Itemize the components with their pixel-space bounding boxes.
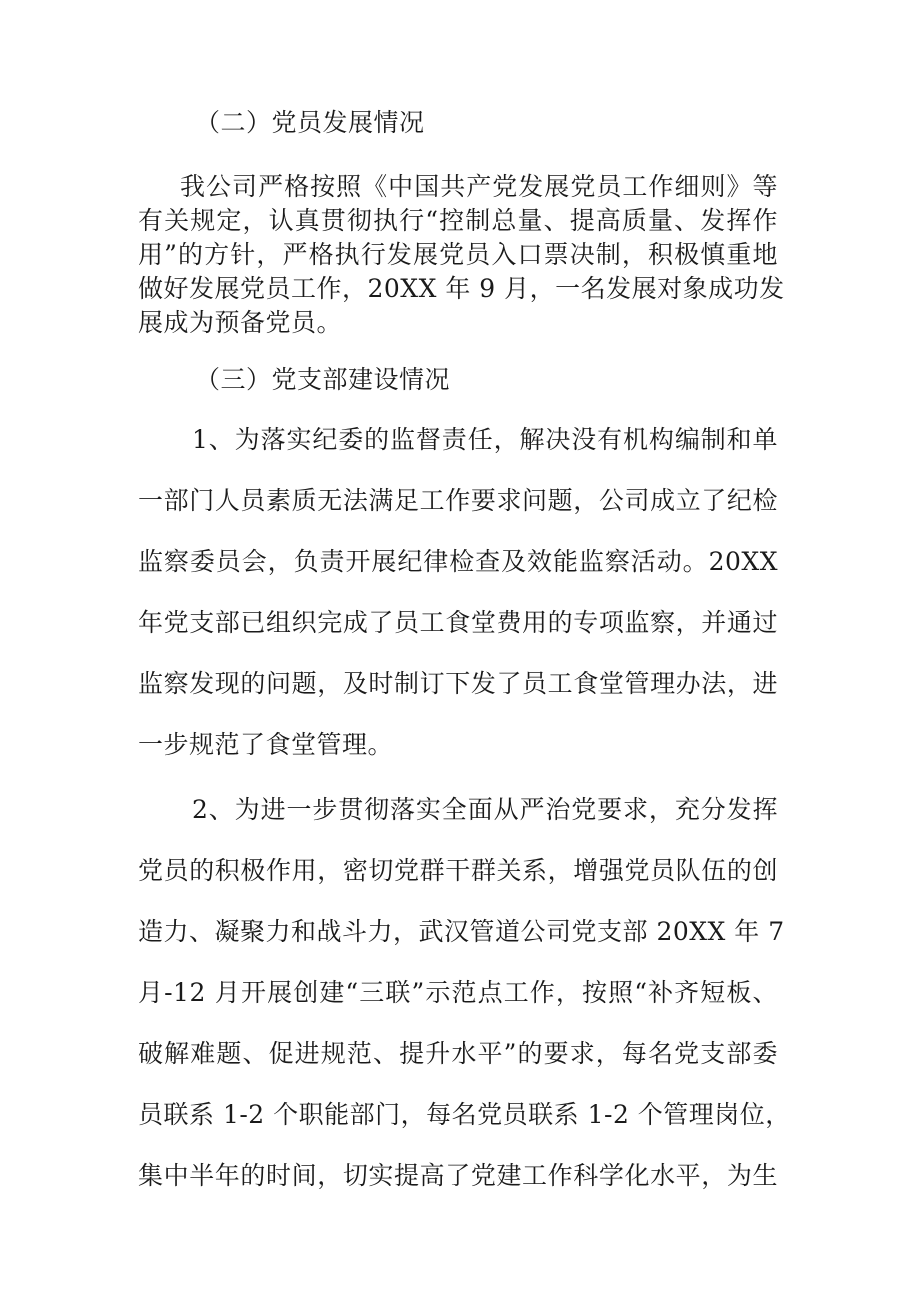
paragraph-line: 展成为预备党员。 bbox=[138, 308, 343, 337]
paragraph-line: 做好发展党员工作，20XX 年 9 月，一名发展对象成功发 bbox=[138, 274, 785, 303]
item-two-line: 破解难题、促进规范、提升水平”的要求，每名党支部委 bbox=[138, 1039, 778, 1068]
item-two-line: 集中半年的时间，切实提高了党建工作科学化水平，为生 bbox=[138, 1161, 778, 1190]
section-heading-party-development: （二）党员发展情况 bbox=[195, 108, 425, 137]
item-one-line: 1、为落实纪委的监督责任，解决没有机构编制和单 bbox=[192, 425, 778, 454]
item-one-line: 监察发现的问题，及时制订下发了员工食堂管理办法，进 bbox=[138, 669, 778, 698]
item-two-line: 党员的积极作用，密切党群干群关系，增强党员队伍的创 bbox=[138, 856, 778, 885]
item-one-line: 一步规范了食堂管理。 bbox=[138, 730, 394, 759]
item-two-line: 月-12 月开展创建“三联”示范点工作，按照“补齐短板、 bbox=[138, 978, 778, 1007]
paragraph-line: 有关规定，认真贯彻执行“控制总量、提高质量、发挥作 bbox=[138, 206, 778, 235]
paragraph-line: 我公司严格按照《中国共产党发展党员工作细则》等 bbox=[180, 172, 778, 201]
item-two-line: 造力、凝聚力和战斗力，武汉管道公司党支部 20XX 年 7 bbox=[138, 917, 785, 946]
item-two-line: 2、为进一步贯彻落实全面从严治党要求，充分发挥 bbox=[192, 795, 778, 824]
item-one-line: 年党支部已组织完成了员工食堂费用的专项监察，并通过 bbox=[138, 608, 778, 637]
paragraph-line: 用”的方针，严格执行发展党员入口票决制，积极慎重地 bbox=[138, 240, 778, 269]
item-one-line: 一部门人员素质无法满足工作要求问题，公司成立了纪检 bbox=[138, 486, 778, 515]
item-one-line: 监察委员会，负责开展纪律检查及效能监察活动。20XX bbox=[138, 547, 778, 576]
section-heading-branch-construction: （三）党支部建设情况 bbox=[195, 365, 451, 394]
item-two-line: 员联系 1-2 个职能部门，每名党员联系 1-2 个管理岗位， bbox=[138, 1100, 791, 1129]
